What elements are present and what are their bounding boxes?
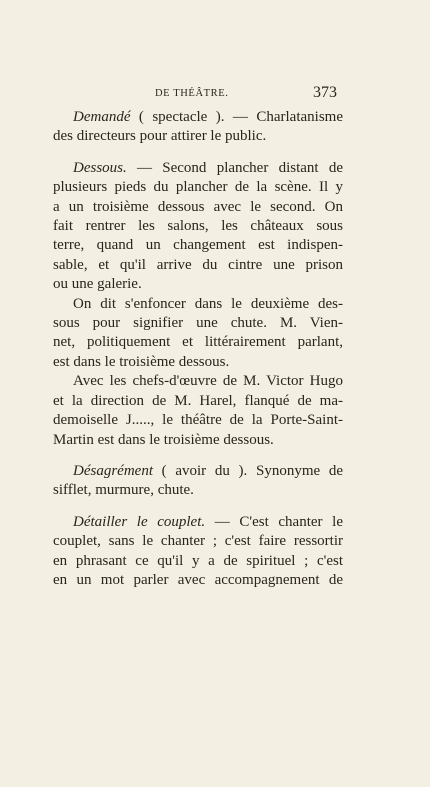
entry-term: Demandé — [73, 109, 131, 125]
text-line: sable, et qu'il arrive du cintre une prison — [53, 256, 343, 273]
text-line: couplet, sans le chanter ; c'est faire ressortir — [53, 533, 343, 550]
text-line: demoiselle J....., le théâtre de la Porte-Saint- — [53, 412, 343, 429]
text-line: Dessous. — Second plancher distant de — [73, 159, 343, 176]
text-line: terre, quand un changement est indispen- — [53, 237, 343, 254]
entry-detailler-le-couplet — [53, 513, 343, 591]
entry-term: Détailler le couplet. — [73, 513, 206, 530]
text-line: ou une galerie. — [53, 276, 142, 293]
text-line: en un mot parler avec accompagnement de — [53, 571, 343, 588]
text-line: Détailler le couplet. — C'est chanter le — [73, 513, 343, 530]
text-line: plusieurs pieds du plancher de la scène. Il y — [53, 179, 343, 196]
text-line: sous pour signifier une chute. M. Vien- — [53, 315, 343, 332]
text-line: en phrasant ce qu'il y a de spirituel ; c'est — [53, 552, 343, 569]
entry-demande — [53, 108, 343, 147]
page-number: 373 — [313, 84, 337, 101]
text-line: des directeurs pour attirer le public. — [53, 128, 267, 145]
entry-term: Désagrément — [73, 462, 153, 479]
text-line: Martin est dans le troisième dessous. — [53, 431, 274, 448]
entry-term: Dessous. — [73, 159, 127, 176]
running-head: DE THÉÂTRE. — [155, 88, 229, 99]
text-line: est dans le troisième dessous. — [53, 353, 230, 370]
entry-dessous — [53, 159, 343, 450]
text-line: a un troisième dessous avec le second. On — [53, 198, 343, 215]
text-line: sifflet, murmure, chute. — [53, 482, 194, 499]
text-line: On dit s'enfoncer dans le deuxième des- — [73, 295, 343, 312]
text-line: Avec les chefs-d'œuvre de M. Victor Hugo — [73, 373, 343, 390]
page-text — [53, 108, 343, 590]
text-line: fait rentrer les salons, les châteaux sous — [53, 218, 343, 235]
text-line: et la direction de M. Harel, flanqué de ma- — [53, 392, 343, 409]
text-line: net, politiquement et littérairement parlant, — [53, 334, 343, 351]
entry-desagrement — [53, 462, 343, 501]
text-line: Désagrément ( avoir du ). Synonyme de — [73, 462, 343, 479]
text-line: Demandé ( spectacle ). — Charlatanisme — [73, 109, 343, 125]
